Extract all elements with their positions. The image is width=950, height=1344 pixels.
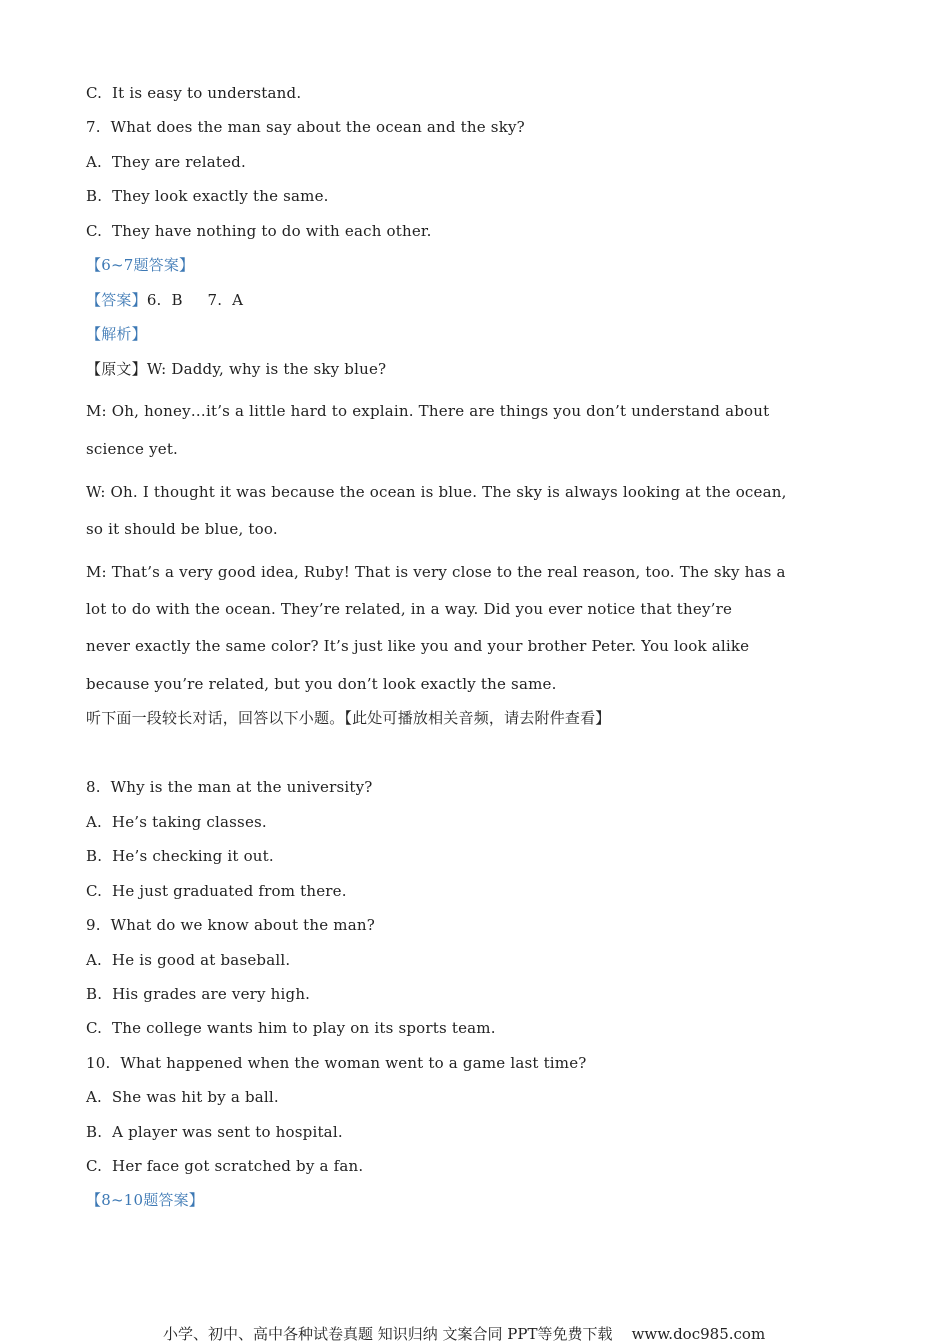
question-9-option-c: C. The college wants him to play on its sports team. xyxy=(86,1019,496,1037)
answer-heading-8-10: 【8~10题答案】 xyxy=(86,1191,204,1209)
answer-label: 【答案】 xyxy=(86,291,147,309)
question-8-option-a: A. He’s taking classes. xyxy=(86,813,267,831)
transcript-line-7: lot to do with the ocean. They’re related, in a way. Did you ever notice that they’re xyxy=(86,600,733,618)
question-7-option-c: C. They have nothing to do with each other. xyxy=(86,222,432,240)
transcript-line-9: because you’re related, but you don’t look exactly the same. xyxy=(86,675,557,693)
question-10-stem: 10. What happened when the woman went to a game last time? xyxy=(86,1054,587,1072)
answer-line xyxy=(86,290,243,310)
question-10-option-b: B. A player was sent to hospital. xyxy=(86,1123,343,1141)
question-8-option-c: C. He just graduated from there. xyxy=(86,882,347,900)
question-8-option-b: B. He’s checking it out. xyxy=(86,847,274,865)
question-9-option-a: A. He is good at baseball. xyxy=(86,951,291,969)
listening-instruction: 听下面一段较长对话，回答以下小题。【此处可播放相关音频，请去附件查看】 xyxy=(86,709,611,727)
question-10-option-a: A. She was hit by a ball. xyxy=(86,1088,279,1106)
transcript-line-8: never exactly the same color? It’s just like you and your brother Peter. You look alike xyxy=(86,637,750,655)
question-10-option-c: C. Her face got scratched by a fan. xyxy=(86,1157,364,1175)
question-8-stem: 8. Why is the man at the university? xyxy=(86,778,373,796)
answer-heading-6-7: 【6~7题答案】 xyxy=(86,256,195,274)
transcript-line-3: science yet. xyxy=(86,440,179,458)
transcript-line-2: M: Oh, honey…it’s a little hard to explain. There are things you don’t understand about xyxy=(86,402,770,420)
footer-banner: 小学、初中、高中各种试卷真题 知识归纳 文案合同 PPT等免费下载 www.doc985.com xyxy=(163,1325,766,1343)
question-7-stem: 7. What does the man say about the ocean and the sky? xyxy=(86,118,525,136)
transcript-label: 【原文】 xyxy=(86,360,147,378)
transcript-line-1 xyxy=(86,359,386,379)
question-7-option-a: A. They are related. xyxy=(86,153,246,171)
question-9-option-b: B. His grades are very high. xyxy=(86,985,311,1003)
transcript-text: W: Daddy, why is the sky blue? xyxy=(146,360,387,378)
transcript-line-4: W: Oh. I thought it was because the ocean is blue. The sky is always looking at the ocean, xyxy=(86,483,787,501)
question-7-option-b: B. They look exactly the same. xyxy=(86,187,329,205)
question-9-stem: 9. What do we know about the man? xyxy=(86,916,375,934)
transcript-line-6: M: That’s a very good idea, Ruby! That is very close to the real reason, too. The sky has a xyxy=(86,563,786,581)
answer-values: 6. B 7. A xyxy=(146,291,244,309)
analysis-heading: 【解析】 xyxy=(86,325,147,343)
transcript-line-5: so it should be blue, too. xyxy=(86,520,278,538)
question-6-option-c: C. It is easy to understand. xyxy=(86,84,302,102)
